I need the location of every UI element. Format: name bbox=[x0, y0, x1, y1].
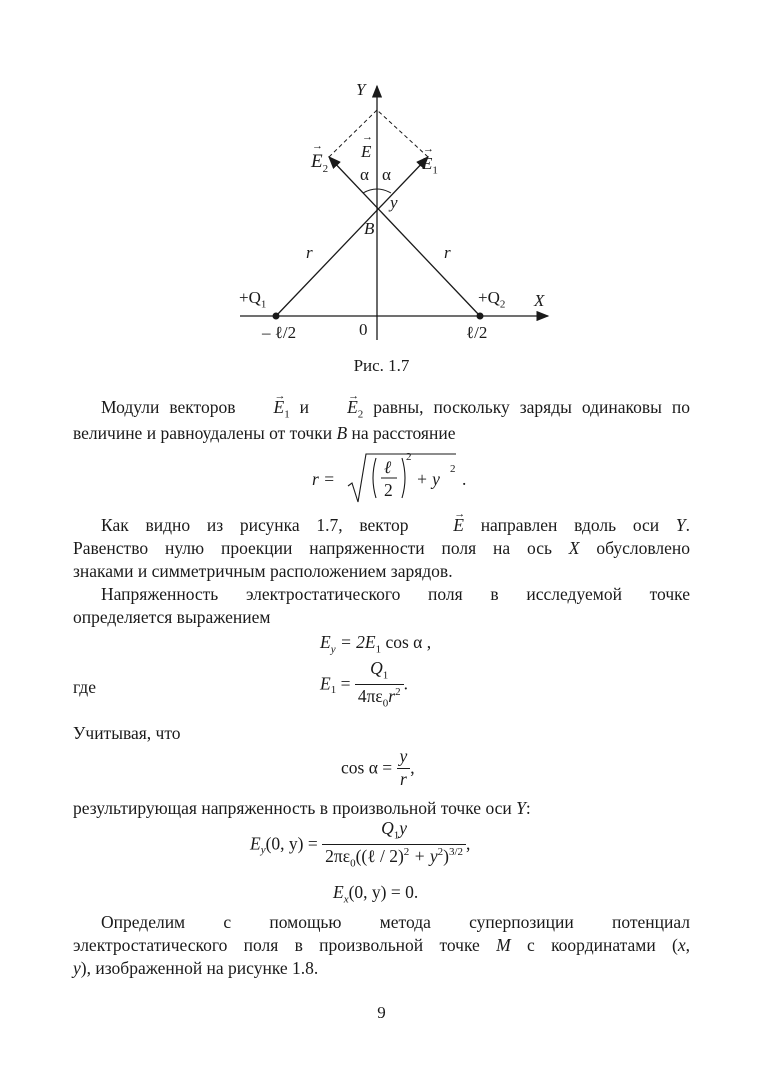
formula-e1: $E_1$ = $\frac{Q_1}{4\pi\varepsilon_0r^2}$ . bbox=[320, 658, 408, 709]
formula-ex: $E_x(0$, y) = 0. bbox=[333, 882, 419, 906]
tick-right-label: ℓ/2 bbox=[466, 323, 488, 342]
paragraph-1-line-2: величине и равноудалены от точки B на расстояние bbox=[73, 423, 456, 443]
where-label: где bbox=[73, 677, 96, 697]
charge-dot-left bbox=[273, 313, 280, 320]
vector-e1-label: → $E_1$ bbox=[422, 155, 438, 176]
axis-y-label: Y bbox=[356, 80, 366, 99]
charge-dot-right bbox=[477, 313, 484, 320]
charge-q1-label: $+Q_1$ bbox=[239, 288, 267, 311]
formula-ey: $E_y = 2E_1$ cos α , bbox=[320, 632, 432, 656]
y-coordinate-label: y bbox=[390, 193, 398, 212]
alpha-right: α bbox=[382, 165, 391, 184]
paragraph-5-line-2: электростатического поля в произвольной точке M с координатами (x, bbox=[73, 935, 690, 955]
sqrt-sign bbox=[346, 452, 458, 506]
point-b-label: B bbox=[364, 219, 375, 238]
figure-caption: Рис. 1.7 bbox=[353, 356, 410, 375]
dashed-right bbox=[377, 110, 428, 157]
paragraph-2-line-2: Равенство нулю проекции напряженности поля на ось X обусловлено bbox=[73, 538, 690, 558]
figure-1-7 bbox=[0, 0, 763, 360]
paragraph-1: Модули векторов → $E_1$ $и \to E_2$ равны, поскольку заряды одинаковы по bbox=[73, 396, 690, 426]
page-number: 9 bbox=[377, 1003, 386, 1022]
r-right-label: r bbox=[444, 243, 451, 262]
axis-x-label: X bbox=[534, 291, 545, 310]
paragraph-2-line-1: Как видно из рисунка 1.7, вектор → E направлен вдоль оси Y. bbox=[73, 514, 690, 536]
paragraph-4: результирующая напряженность в произвольной точке оси Y: bbox=[73, 798, 531, 818]
formula-cos: cos α = $\frac{y}{r}$ , bbox=[341, 746, 415, 789]
paragraph-3-line-1: Напряженность электростатического поля в исследуемой точке bbox=[101, 584, 690, 604]
vector-e-label: → E bbox=[361, 143, 371, 160]
r-left-label: r bbox=[306, 243, 313, 262]
paragraph-5-line-1: Определим с помощью метода суперпозиции потенциал bbox=[101, 912, 690, 932]
paragraph-5-line-3: y), изображенной на рисунке 1.8. bbox=[73, 958, 319, 978]
vector-e2-label: → $E_2$ bbox=[311, 152, 328, 175]
charge-q2-label: $+Q_2$ bbox=[478, 288, 506, 311]
tick-left-label: – ℓ/2 bbox=[262, 323, 297, 342]
considering-label: Учитывая, что bbox=[73, 723, 181, 743]
paragraph-3-line-2: определяется выражением bbox=[73, 607, 271, 627]
alpha-left: α bbox=[360, 165, 369, 184]
paragraph-2-line-3: знаками и симметричным расположением зарядов. bbox=[73, 561, 453, 581]
origin-label: 0 bbox=[359, 320, 368, 339]
formula-ey-full: $E_y(0$, y) = $\frac{Q_1y}{2\pi\varepsilon_0((\ell / 2)^2 + y^2)^{3/2}}$ , bbox=[250, 818, 471, 869]
